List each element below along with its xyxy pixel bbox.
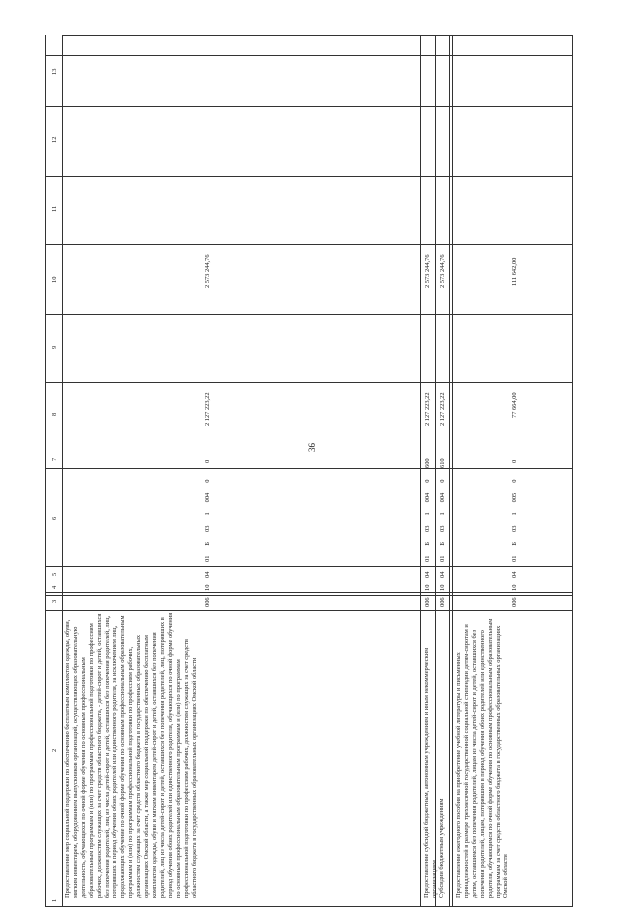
table-line (45, 106, 572, 107)
row-1-col6: 01Б0310040 (204, 479, 211, 562)
header-col-3: 3 (51, 599, 58, 603)
row-4-description: Предоставление ежегодного пособия на приобретение учебной литературы и письменных принадлежностей в размере трехмесячной государственной социальной стипендии детям-сиротам и детям, оставшимся без попечения родителей, лицам из числа детей-сирот и детей, оставшихся без попечения родителей, лицам, потерявшим в период обучения обоих родителей или единственного родителя, обучающимся по очной форме обучения по основным профессиональным образовательным программам за счет средств областного бюджета в государственных образовательных организациях Омской области (455, 618, 510, 898)
row-1-col8: 2 127 223,22 (204, 392, 211, 426)
header-col-13: 13 (51, 68, 58, 75)
row-3-col5: 04 (439, 571, 446, 578)
table-line (62, 35, 572, 36)
row-4-col3: 006 (511, 597, 518, 607)
table-line (45, 468, 572, 469)
row-2-col6: 01Б0310040 (424, 479, 431, 562)
row-2-col7: 600 (424, 458, 431, 468)
page-number: 36 (307, 443, 317, 452)
header-col-4: 4 (51, 585, 58, 589)
table-line (45, 244, 572, 245)
header-col-10: 10 (51, 276, 58, 283)
row-1-col10: 2 573 244,76 (204, 254, 211, 288)
table-line (449, 35, 450, 907)
row-2-description: Предоставление субсидий бюджетным, автономным учреждениям и иным некоммерческим организациям (423, 647, 438, 898)
row-1-col7: 0 (204, 459, 211, 463)
table-line (45, 595, 572, 596)
row-2-col10: 2 573 244,76 (424, 254, 431, 288)
row-4-col5: 04 (511, 571, 518, 578)
row-1-col5: 04 (204, 571, 211, 578)
row-2-col4: 10 (424, 584, 431, 591)
row-4-col8: 77 664,00 (511, 392, 518, 418)
header-col-12: 12 (51, 136, 58, 143)
row-4-col10: 111 642,00 (511, 257, 518, 286)
row-1-description: Предоставление мер социальной поддержки по обеспечению бесплатным комплектом одежды, обуви, мягким инвентарем, оборудованием выпускников организаций, осуществляющих образовательную деятельность, обучающихся по очной форме обучения по основным профессиональным образовательным программам и (или) по программам профессиональной подготовки по профессиям рабочих, должностям служащих за счет средств областного бюджета, - детей-сирот и детей, оставшихся без попечения родителей, лиц из числа детей-сирот и детей, оставшихся без попечения родителей, лиц, потерявших в период обучения обоих родителей или единственного родителя, за исключением лиц, продолжающих обучение по очной форме обучения по основным профессиональным образовательным программам и (или) по программам профессиональной подготовки по профессиям рабочих, должностям служащих за счет средств областного бюджета в государственных образовательных организациях Омской области, а также мер социальной поддержки по обеспечению бесплатным комплектом одежды, обуви и мягким инвентарем детей-сирот и детей, оставшихся без попечения родителей, лиц из числа детей-сирот и детей, оставшихся без попечения родителей, лиц, потерявших в период обучения обоих родителей или единственного родителя, обучающихся по очной форме обучения по основным профессиональным образовательным программам и (или) по программам профессиональной подготовки по профессиям рабочих, должностям служащих за счет средств областного бюджета в государственных образовательных организациях Омской области (64, 612, 198, 898)
row-3-col4: 10 (439, 584, 446, 591)
row-2-col8: 2 127 223,22 (424, 392, 431, 426)
header-col-5: 5 (51, 572, 58, 576)
table-line (62, 35, 63, 907)
header-col-7: 7 (51, 457, 58, 461)
table-line (45, 566, 572, 567)
row-3-col7: 610 (439, 458, 446, 468)
row-3-col8: 2 127 223,22 (439, 392, 446, 426)
table-line (45, 55, 572, 56)
header-col-9: 9 (51, 345, 58, 349)
row-2-col5: 04 (424, 571, 431, 578)
row-4-col6: 01Б0310050 (511, 479, 518, 562)
table-line (45, 610, 572, 611)
header-col-6: 6 (51, 516, 58, 520)
header-col-2: 2 (51, 748, 58, 752)
row-4-col4: 10 (511, 584, 518, 591)
header-col-1: 1 (51, 898, 58, 902)
table-line (452, 35, 453, 907)
row-3-col6: 01Б0310040 (439, 479, 446, 562)
table-line (45, 35, 46, 907)
row-3-col3: 006 (439, 597, 446, 607)
table-line (420, 35, 421, 907)
row-1-col4: 10 (204, 584, 211, 591)
table-line (45, 176, 572, 177)
table-line (572, 35, 573, 907)
row-1-col3: 006 (204, 597, 211, 607)
row-4-col7: 0 (511, 459, 518, 463)
table-line (45, 382, 572, 383)
row-3-description: Субсидии бюджетным учреждениям (438, 798, 445, 898)
row-3-col10: 2 573 244,76 (439, 254, 446, 288)
header-col-11: 11 (51, 205, 58, 212)
header-col-8: 8 (51, 412, 58, 416)
table-line (45, 314, 572, 315)
row-2-col3: 006 (424, 597, 431, 607)
table-line (45, 592, 572, 593)
